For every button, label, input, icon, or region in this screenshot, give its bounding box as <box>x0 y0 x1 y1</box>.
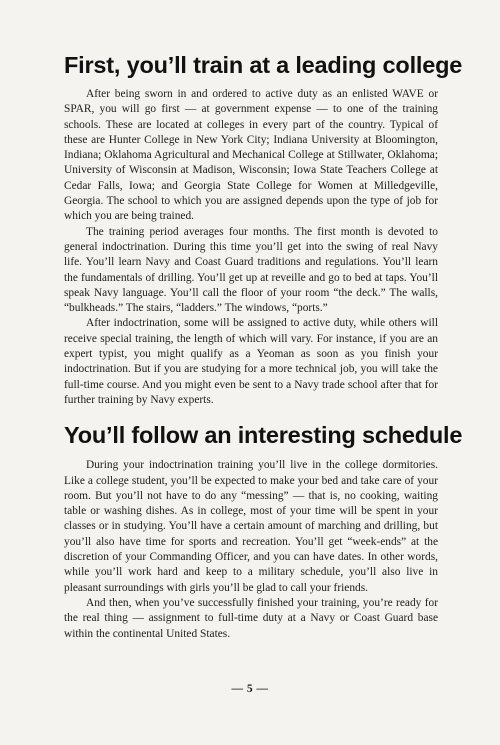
paragraph: After indoctrination, some will be assigned to active duty, while others will receive special training, the length of which will vary. For instance, if you are an expert typist, you might qualify as a Yeoman as soon as you finish your indoctrination. But if you are studying for a more technical job, you will take the full-time course. And you might even be sent to a Navy trade school after that for further training by Navy experts. <box>64 317 438 406</box>
section-heading: First, you’ll train at a leading college <box>64 52 463 78</box>
paragraph: And then, when you’ve successfully finished your training, you’re ready for the real thing — assignment to full-time duty at a Navy or Coast Guard base within the continental United States. <box>64 596 438 640</box>
paragraph: During your indoctrination training you’ll live in the college dormitories. Like a college student, you’ll be expected to make your bed and take care of your room. But you’ll not have to do any “messing” — that is, no cooking, waiting table or washing dishes. As in college, most of your time will be spent in your classes or in studying. You’ll have a certain amount of marching and drilling, but you’ll also have time for sports and recreation. You’ll get “week-ends” at the discretion of your Commanding Officer, and you can have dates. In other words, while you’ll work hard and keep to a military schedule, you’ll also live in pleasant surroundings with girls you’ll be glad to call your friends. <box>64 459 438 594</box>
section-schedule <box>64 422 463 642</box>
paragraph: After being sworn in and ordered to active duty as an enlisted WAVE or SPAR, you will go first — at government expense — to one of the training schools. These are located at colleges in every part of the country. Typical of these are Hunter College in New York City; Indiana University at Bloomington, Indiana; Oklahoma Agricultural and Mechanical College at Stillwater, Oklahoma; University of Wisconsin at Madison, Wisconsin; Iowa State Teachers College at Cedar Falls, Iowa; and Georgia State College for Women at Milledgeville, Georgia. The school to which you are assigned depends upon the type of job for which you are being trained. <box>64 88 438 223</box>
paragraph: The training period averages four months. The first month is devoted to general indoctrination. During this time you’ll get into the swing of real Navy life. You’ll learn Navy and Coast Guard traditions and regulations. You’ll learn the fundamentals of drilling. You’ll get up at reveille and go to bed at taps. You’ll speak Navy language. You’ll call the floor of your room “the deck.” The walls, “bulkheads.” The stairs, “ladders.” The windows, “ports.” <box>64 225 438 315</box>
section-college-training <box>64 52 463 408</box>
page-number: — 5 — <box>231 683 269 695</box>
section-heading: You’ll follow an interesting schedule <box>64 422 463 449</box>
